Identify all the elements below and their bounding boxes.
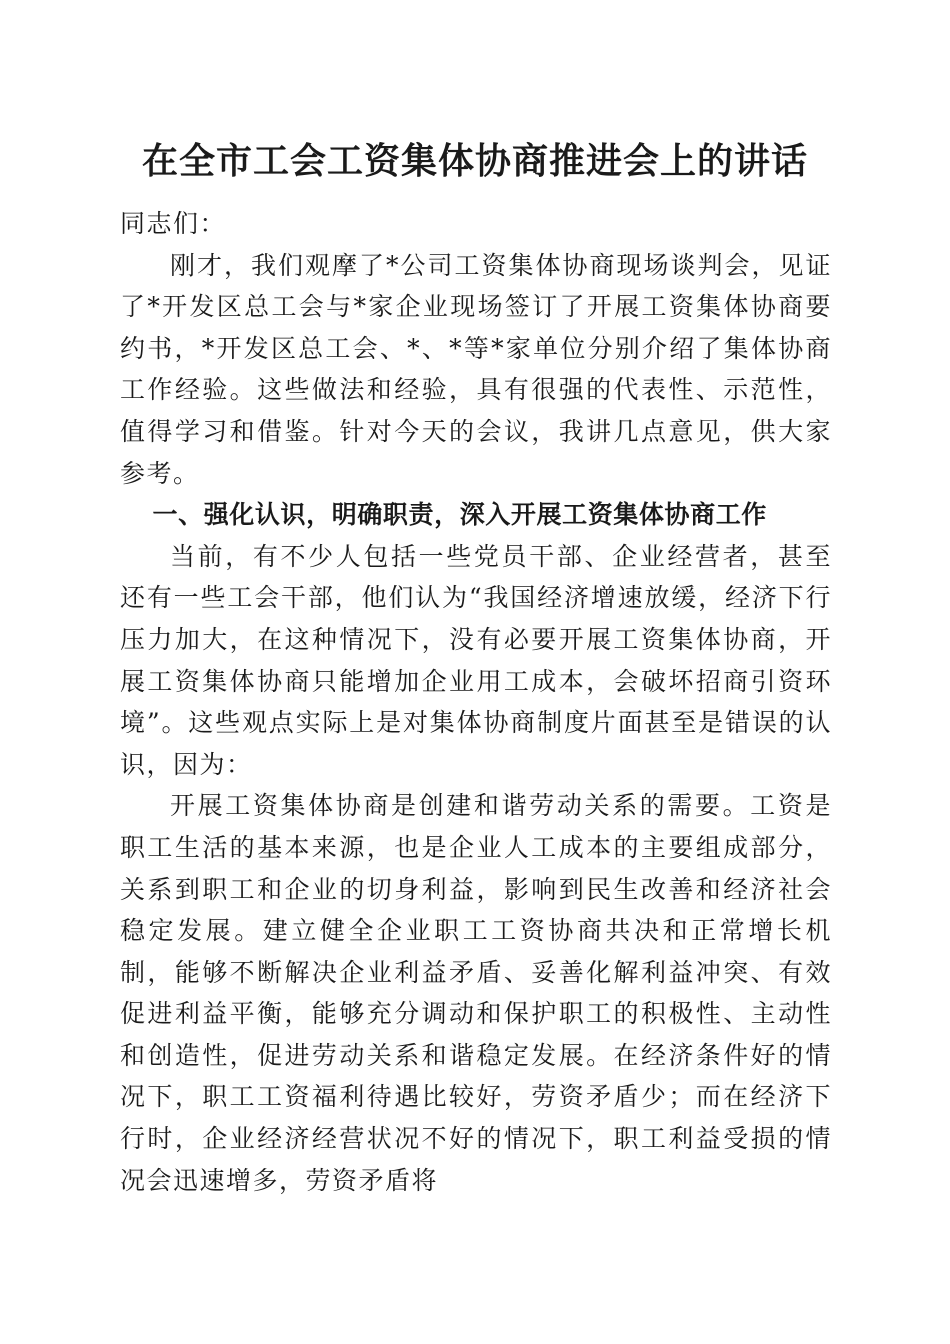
opening-paragraph: 刚才，我们观摩了*公司工资集体协商现场谈判会，见证了*开发区总工会与*家企业现场签订了开展工资集体协商要约书，*开发区总工会、*、*等*家单位分别介绍了集体协商工作经验。这些做法和经验，具有很强的代表性、示范性，值得学习和借鉴。针对今天的会议，我讲几点意见，供大家参考。 [120,250,832,488]
document-title: 在全市工会工资集体协商推进会上的讲话 [141,140,808,182]
document-body [120,203,832,1201]
section-heading: 一、强化认识，明确职责，深入开展工资集体协商工作 [152,500,767,530]
salutation: 同志们： [120,209,227,238]
section-paragraph: 当前，有不少人包括一些党员干部、企业经营者，甚至还有一些工会干部，他们认为“我国经济增速放缓，经济下行压力加大，在这种情况下，没有必要开展工资集体协商，开展工资集体协商只能增加企业用工成本，会破坏招商引资环境”。这些观点实际上是对集体协商制度片面甚至是错误的认识，因为： [120,541,832,779]
section-paragraph: 开展工资集体协商是创建和谐劳动关系的需要。工资是职工生活的基本来源，也是企业人工成本的主要组成部分，关系到职工和企业的切身利益，影响到民生改善和经济社会稳定发展。建立健全企业职工工资协商共决和正常增长机制，能够不断解决企业利益矛盾、妥善化解利益冲突、有效促进利益平衡，能够充分调动和保护职工的积极性、主动性和创造性，促进劳动关系和谐稳定发展。在经济条件好的情况下，职工工资福利待遇比较好，劳资矛盾少；而在经济下行时，企业经济经营状况不好的情况下，职工利益受损的情况会迅速增多，劳资矛盾将 [120,791,832,1195]
